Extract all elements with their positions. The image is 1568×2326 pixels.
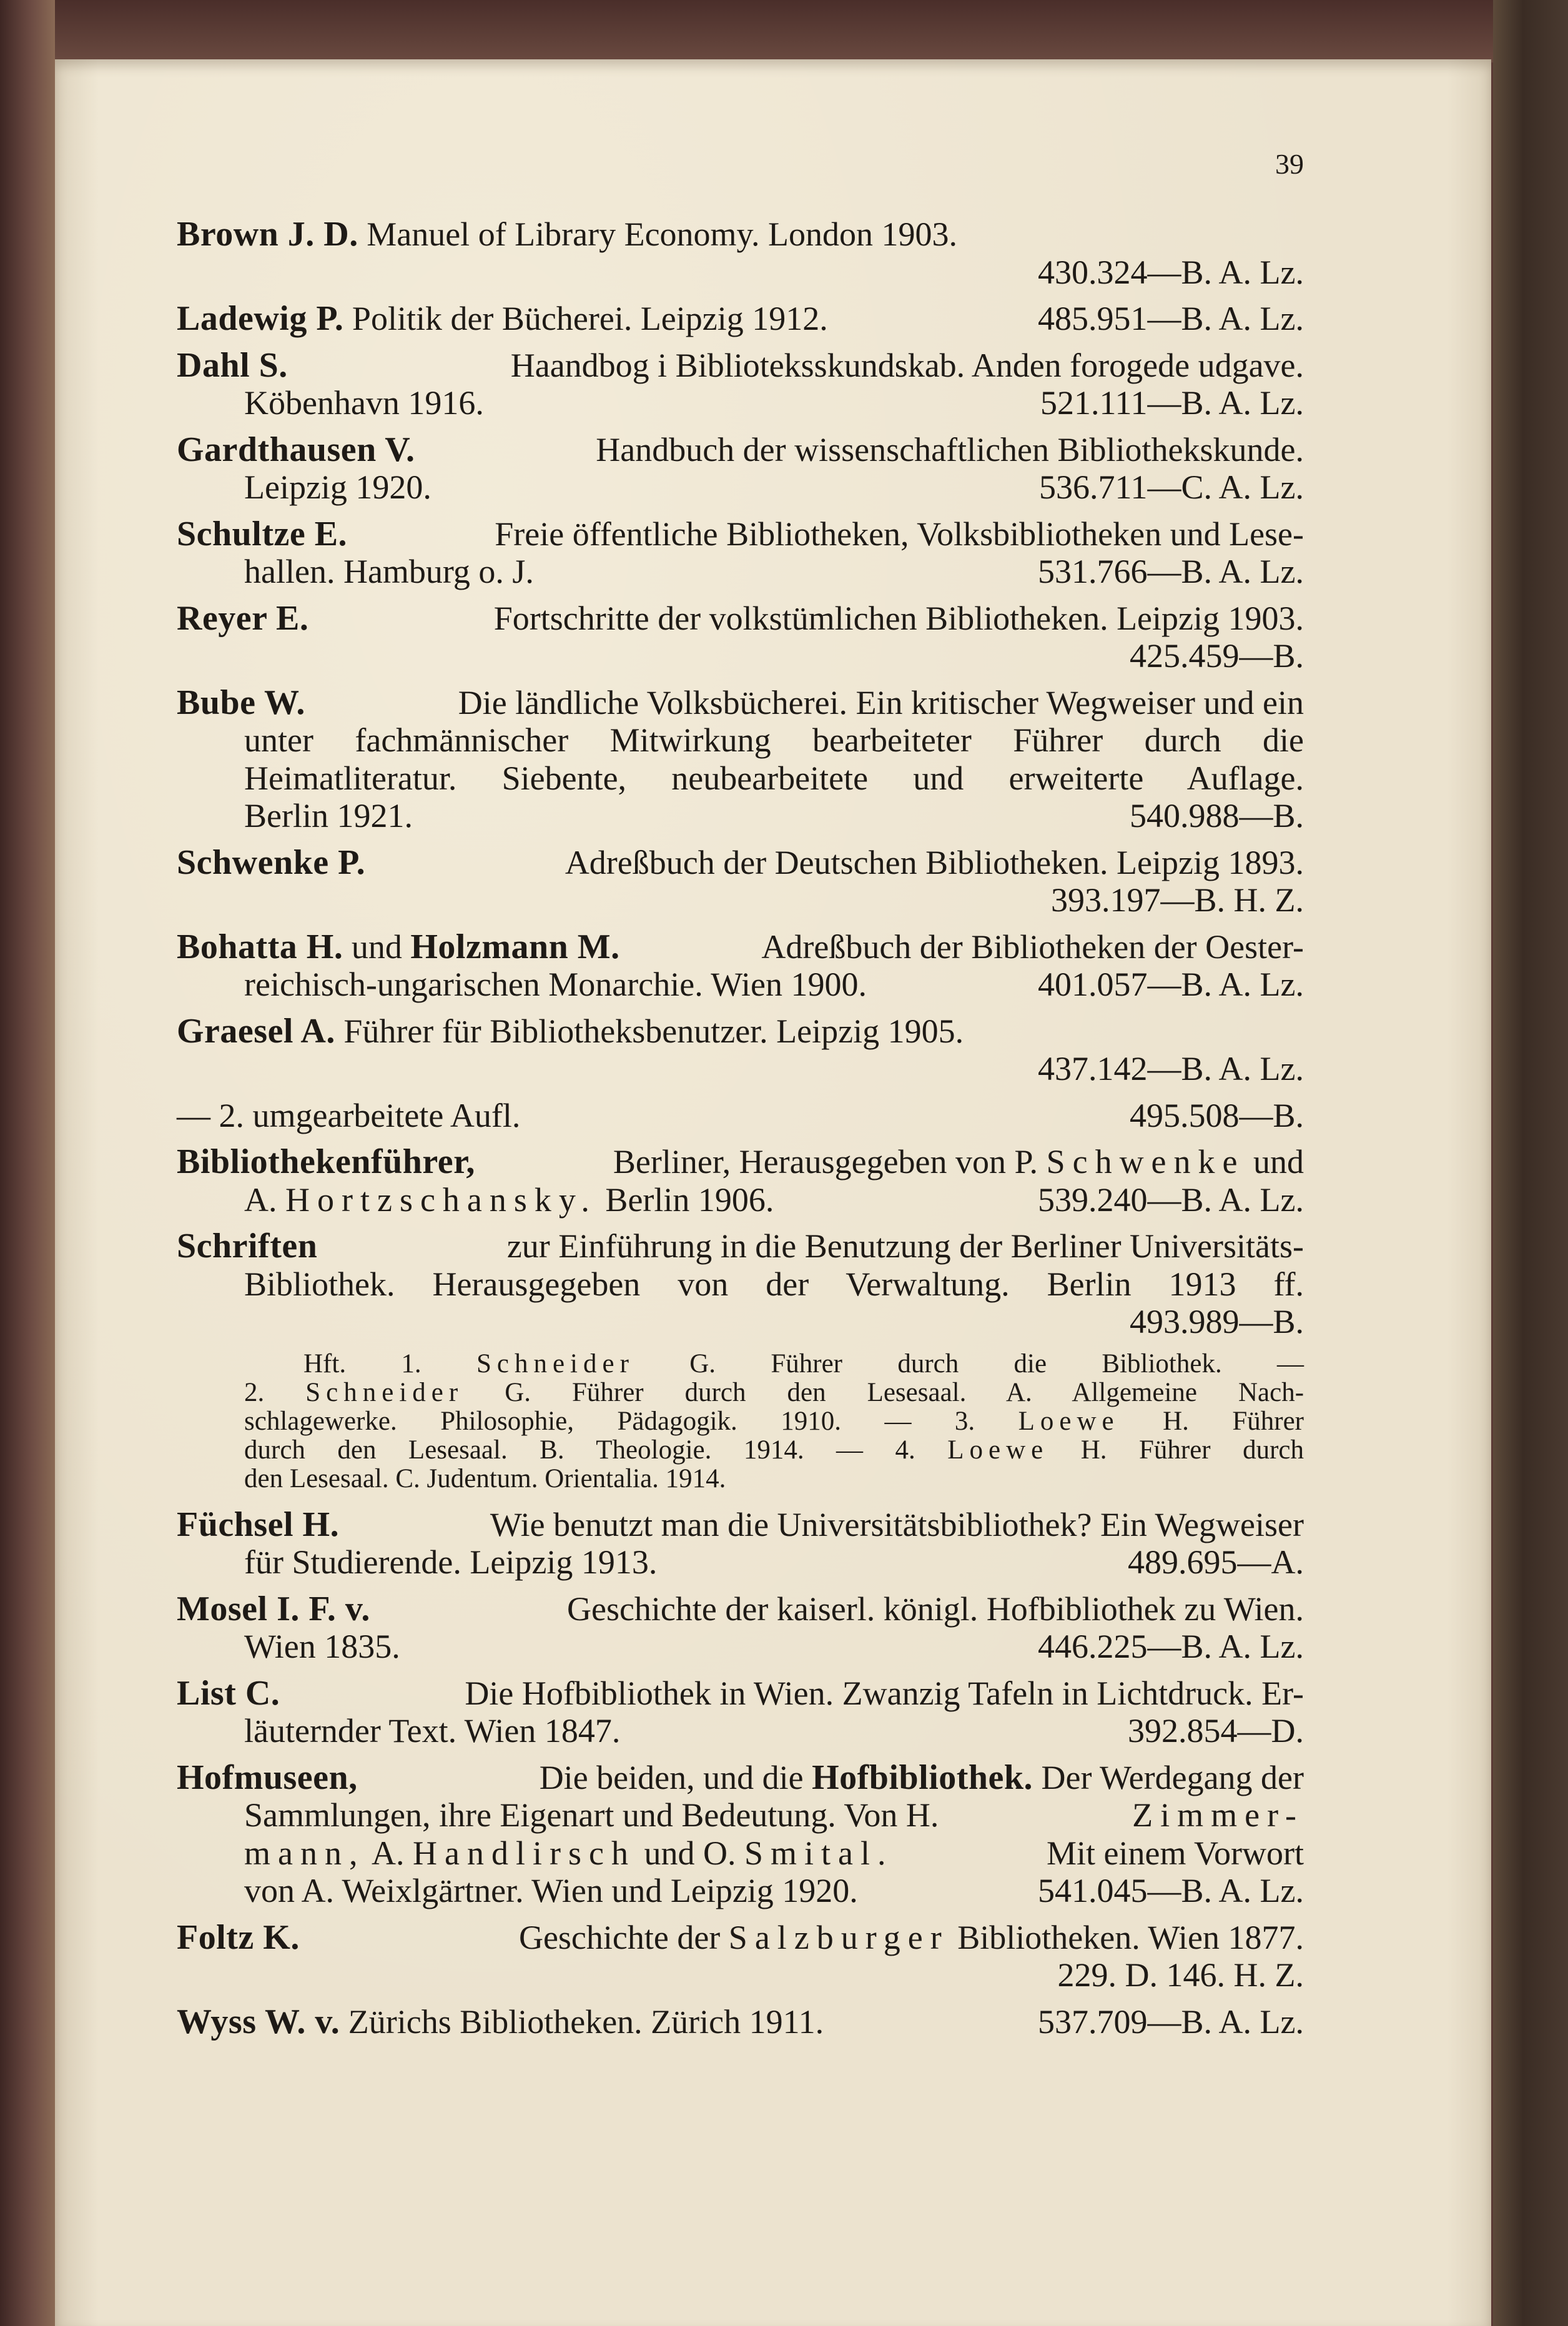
entry-signature: 539.240—B. A. Lz. bbox=[1038, 1180, 1304, 1219]
entry-foltz bbox=[177, 1919, 1304, 1994]
entry-author: Wyss W. v. bbox=[177, 2002, 340, 2041]
entry-schriften bbox=[177, 1227, 1304, 1493]
entry-editor-name: mann, bbox=[244, 1834, 365, 1872]
entry-signature: 229. D. 146. H. Z. bbox=[1057, 1956, 1304, 1994]
entry-signature: 489.695—A. bbox=[1128, 1543, 1304, 1581]
entry-editor-name: Zimmer- bbox=[1132, 1796, 1304, 1834]
entry-editor-name-2: Hortzschansky. bbox=[285, 1180, 597, 1219]
entry-signature: 430.324—B. A. Lz. bbox=[1038, 253, 1304, 291]
entry-author: Gardthausen V. bbox=[177, 430, 415, 469]
note-name: Loewe bbox=[1018, 1406, 1120, 1436]
entry-bube bbox=[177, 684, 1304, 835]
entry-imprint: reichisch-ungarischen Monarchie. Wien 1900. bbox=[244, 966, 867, 1003]
entry-note bbox=[177, 1350, 1304, 1493]
entry-author: Schultze E. bbox=[177, 514, 348, 553]
entry-title: Freie öffentliche Bibliotheken, Volksbibliotheken und Lese- bbox=[495, 515, 1304, 553]
entry-graesel-2 bbox=[177, 1097, 1304, 1135]
entry-schwenke bbox=[177, 844, 1304, 919]
entry-author: Schwenke P. bbox=[177, 843, 366, 882]
entry-title: — 2. umgearbeitete Aufl. bbox=[177, 1096, 521, 1134]
entry-author: Bibliothekenführer, bbox=[177, 1142, 475, 1181]
entry-fuechsel bbox=[177, 1506, 1304, 1581]
entry-signature: 437.142—B. A. Lz. bbox=[1038, 1050, 1304, 1087]
note-text: schlagewerke. Philosophie, Pädagogik. 1910. — 3. bbox=[244, 1406, 975, 1436]
entry-bibliothekenfuehrer bbox=[177, 1143, 1304, 1219]
entry-list bbox=[177, 1675, 1304, 1750]
entry-signature: 540.988—B. bbox=[1129, 797, 1304, 834]
entry-mosel bbox=[177, 1590, 1304, 1666]
entry-imprint: Berlin 1906. bbox=[605, 1180, 774, 1219]
entry-title: Sammlungen, ihre Eigenart und Bedeutung. Von H. bbox=[244, 1796, 939, 1834]
book-cover-top-edge bbox=[0, 0, 1568, 62]
book-page bbox=[55, 59, 1491, 2326]
entry-title: Bibliotheken. Wien 1877. bbox=[957, 1918, 1304, 1956]
entry-signature: 541.045—B. A. Lz. bbox=[1038, 1872, 1304, 1909]
note-name: Loewe bbox=[947, 1435, 1049, 1465]
entry-author: Brown J. D. bbox=[177, 215, 358, 254]
book-cover-right-edge bbox=[1493, 0, 1568, 2326]
note-text: G. Führer durch die Bibliothek. — bbox=[689, 1349, 1304, 1378]
entry-imprint: für Studierende. Leipzig 1913. bbox=[244, 1543, 658, 1581]
note-text: H. Führer durch bbox=[1080, 1435, 1304, 1465]
entry-title: Manuel of Library Economy. London 1903. bbox=[367, 215, 958, 253]
entry-author: List C. bbox=[177, 1673, 280, 1713]
entry-signature: 392.854—D. bbox=[1128, 1712, 1304, 1749]
entry-imprint: läuternder Text. Wien 1847. bbox=[244, 1712, 621, 1749]
entry-title: Berliner, Herausgegeben von P. bbox=[613, 1143, 1038, 1180]
entry-signature: 495.508—B. bbox=[1129, 1096, 1304, 1134]
entry-gardthausen bbox=[177, 431, 1304, 507]
note-text: den Lesesaal. C. Judentum. Orientalia. 1914. bbox=[244, 1463, 726, 1493]
entry-imprint: Leipzig 1920. bbox=[244, 468, 431, 506]
entry-title: Geschichte der kaiserl. königl. Hofbibliothek zu Wien. bbox=[566, 1590, 1304, 1628]
entry-bohatta-holzmann bbox=[177, 928, 1304, 1004]
entry-schultze bbox=[177, 515, 1304, 591]
entry-signature: 521.111—B. A. Lz. bbox=[1040, 384, 1304, 422]
entry-imprint: Berlin 1921. bbox=[244, 797, 413, 834]
entry-author-2: Hofbibliothek. bbox=[812, 1758, 1033, 1797]
note-text: G. Führer durch den Lesesaal. A. Allgemeine Nach- bbox=[505, 1377, 1304, 1407]
entry-signature: 537.709—B. A. Lz. bbox=[1038, 2002, 1304, 2041]
entry-title: Politik der Bücherei. Leipzig 1912. bbox=[352, 300, 828, 337]
entry-conjunction: und O. bbox=[644, 1834, 736, 1872]
entry-initial: A. bbox=[372, 1834, 405, 1872]
entry-signature: 493.989—B. bbox=[1129, 1303, 1304, 1340]
entry-ladewig bbox=[177, 300, 1304, 338]
entry-signature: 531.766—B. A. Lz. bbox=[1038, 553, 1304, 590]
note-text: 2. bbox=[244, 1377, 265, 1407]
entry-title: Führer für Bibliotheksbenutzer. Leipzig 1905. bbox=[343, 1012, 964, 1050]
bibliography-list bbox=[177, 215, 1304, 2049]
entry-conjunction: und bbox=[351, 928, 402, 966]
entry-editor-name-3: Smital. bbox=[744, 1834, 894, 1872]
entry-hofmuseen bbox=[177, 1759, 1304, 1910]
entry-title: Zürichs Bibliotheken. Zürich 1911. bbox=[348, 2002, 824, 2041]
entry-author: Bube W. bbox=[177, 683, 305, 722]
entry-place-name: Salzburger bbox=[728, 1918, 949, 1956]
entry-title: Geschichte der bbox=[518, 1918, 721, 1956]
entry-title: Die ländliche Volksbücherei. Ein kritischer Wegweiser und ein bbox=[458, 683, 1304, 721]
entry-author: Dahl S. bbox=[177, 345, 288, 385]
entry-signature: 393.197—B. H. Z. bbox=[1051, 881, 1304, 919]
entry-author: Foltz K. bbox=[177, 1918, 300, 1957]
entry-graesel bbox=[177, 1012, 1304, 1088]
entry-author-2: Holzmann M. bbox=[410, 927, 620, 966]
entry-author: Reyer E. bbox=[177, 598, 309, 638]
entry-title: Mit einem Vorwort bbox=[1047, 1834, 1304, 1872]
note-text: Hft. 1. bbox=[303, 1349, 422, 1378]
entry-title: Adreßbuch der Deutschen Bibliotheken. Leipzig 1893. bbox=[565, 843, 1304, 881]
entry-title: Wie benutzt man die Universitätsbibliothek? Ein Wegweiser bbox=[490, 1505, 1304, 1543]
note-text: H. Führer bbox=[1163, 1406, 1304, 1436]
entry-title: Die beiden, und die bbox=[539, 1758, 804, 1796]
entry-imprint: Wien 1835. bbox=[244, 1628, 400, 1665]
entry-title: zur Einführung in die Benutzung der Berliner Universitäts- bbox=[506, 1227, 1304, 1265]
page-number: 39 bbox=[1275, 148, 1304, 180]
entry-title: Haandbog i Biblioteksskundskab. Anden forogede udgave. bbox=[510, 346, 1304, 384]
entry-title: Fortschritte der volkstümlichen Bibliotheken. Leipzig 1903. bbox=[493, 599, 1304, 637]
entry-author: Schriften bbox=[177, 1227, 318, 1265]
entry-author: Mosel I. F. v. bbox=[177, 1589, 370, 1628]
entry-editor-name: Schwenke bbox=[1046, 1143, 1245, 1180]
entry-dahl bbox=[177, 347, 1304, 422]
entry-author: Graesel A. bbox=[177, 1011, 335, 1051]
entry-imprint: Köbenhavn 1916. bbox=[244, 384, 484, 422]
entry-imprint: hallen. Hamburg o. J. bbox=[244, 553, 534, 590]
entry-title: Der Werdegang der bbox=[1041, 1758, 1304, 1796]
entry-title-line: unter fachmännischer Mitwirkung bearbeiteter Führer durch die bbox=[244, 721, 1304, 759]
entry-signature: 425.459—B. bbox=[1129, 637, 1304, 675]
entry-author: Ladewig P. bbox=[177, 299, 344, 338]
entry-author: Bohatta H. bbox=[177, 927, 343, 966]
entry-editor-name-2: Handlirsch bbox=[413, 1834, 636, 1872]
book-cover-left-edge bbox=[0, 0, 55, 2326]
entry-signature: 446.225—B. A. Lz. bbox=[1038, 1628, 1304, 1665]
entry-author: Hofmuseen, bbox=[177, 1758, 358, 1797]
entry-title-line: Bibliothek. Herausgegeben von der Verwaltung. Berlin 1913 ff. bbox=[244, 1265, 1304, 1303]
entry-title: Adreßbuch der Bibliotheken der Oester- bbox=[761, 928, 1304, 966]
entry-initial: A. bbox=[244, 1180, 277, 1219]
note-name: Schneider bbox=[476, 1349, 634, 1378]
entry-imprint: von A. Weixlgärtner. Wien und Leipzig 1920. bbox=[244, 1872, 858, 1909]
entry-title-line: Heimatliteratur. Siebente, neubearbeitete und erweiterte Auflage. bbox=[244, 759, 1304, 797]
entry-signature: 485.951—B. A. Lz. bbox=[1038, 300, 1304, 337]
entry-brown bbox=[177, 215, 1304, 291]
entry-wyss bbox=[177, 2003, 1304, 2041]
entry-title: Handbuch der wissenschaftlichen Bibliothekskunde. bbox=[596, 430, 1304, 468]
entry-reyer bbox=[177, 600, 1304, 675]
note-text: durch den Lesesaal. B. Theologie. 1914. — 4. bbox=[244, 1435, 915, 1465]
note-name: Schneider bbox=[305, 1377, 464, 1407]
entry-title: Die Hofbibliothek in Wien. Zwanzig Tafeln in Lichtdruck. Er- bbox=[465, 1674, 1304, 1712]
entry-author: Füchsel H. bbox=[177, 1505, 340, 1544]
entry-signature: 536.711—C. A. Lz. bbox=[1039, 468, 1304, 506]
entry-signature: 401.057—B. A. Lz. bbox=[1038, 966, 1304, 1003]
entry-conjunction: und bbox=[1253, 1143, 1304, 1180]
